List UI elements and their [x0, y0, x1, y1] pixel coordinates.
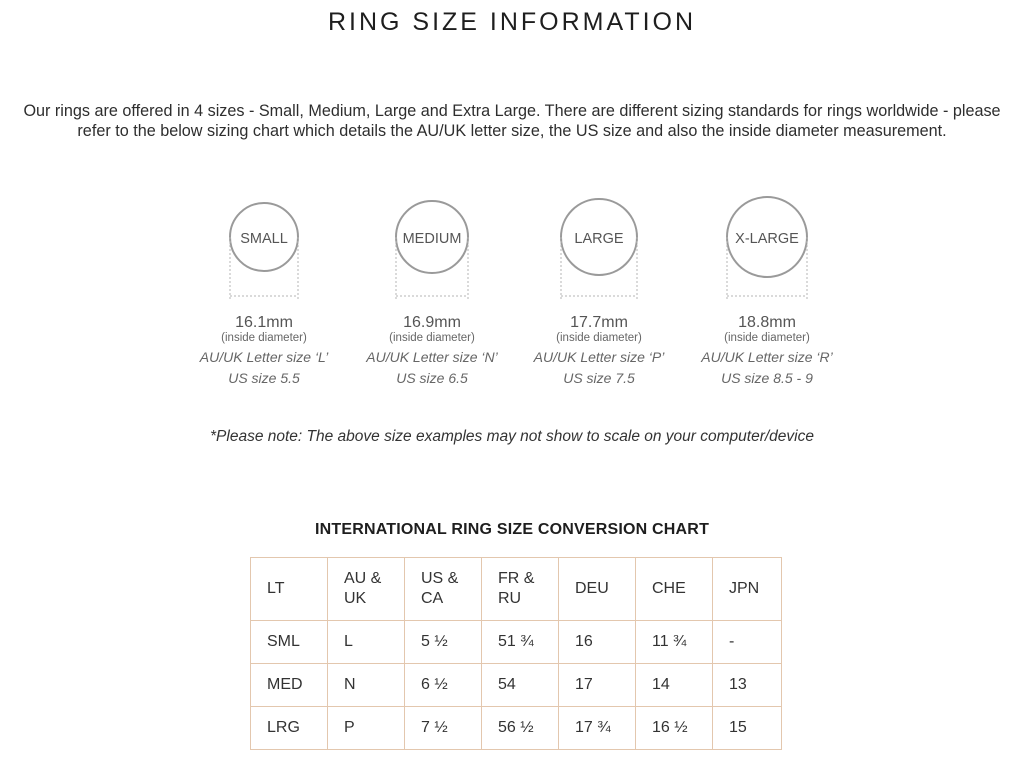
table-cell: 7 ½	[405, 707, 482, 750]
us-size: US size 6.5	[396, 370, 468, 386]
ring-label: MEDIUM	[402, 231, 462, 247]
table-cell: 17	[559, 664, 636, 707]
header-cell-deu: DEU	[559, 558, 636, 621]
header-cell-che: CHE	[636, 558, 713, 621]
ring-large-icon	[514, 196, 684, 306]
table-cell: 17 ¾	[559, 707, 636, 750]
table-row	[251, 707, 782, 750]
inside-diameter-label: (inside diameter)	[221, 332, 307, 344]
table-cell: 15	[713, 707, 782, 750]
table-cell: SML	[251, 621, 328, 664]
table-cell: 5 ½	[405, 621, 482, 664]
diameter: 18.8mm	[738, 314, 796, 331]
inside-diameter-label: (inside diameter)	[724, 332, 810, 344]
header-cell-au-uk: AU & UK	[328, 558, 405, 621]
table-cell: 14	[636, 664, 713, 707]
size-x-large	[682, 196, 852, 388]
diameter: 17.7mm	[570, 314, 628, 331]
size-small	[179, 196, 349, 388]
diameter: 16.9mm	[403, 314, 461, 331]
table-cell: MED	[251, 664, 328, 707]
au-uk-letter-size: AU/UK Letter size ‘R’	[701, 349, 833, 365]
us-size: US size 7.5	[563, 370, 635, 386]
page-title: RING SIZE INFORMATION	[327, 8, 697, 36]
table-cell: 13	[713, 664, 782, 707]
table-cell: 16	[559, 621, 636, 664]
table-cell: -	[713, 621, 782, 664]
size-large	[514, 196, 684, 388]
intro-line-2: refer to the below sizing chart which details the AU/UK letter size, the US size and also the inside diameter measurement.	[77, 122, 947, 140]
ring-medium-icon	[347, 196, 517, 306]
au-uk-letter-size: AU/UK Letter size ‘P’	[533, 349, 665, 365]
table-cell: LRG	[251, 707, 328, 750]
inside-diameter-label: (inside diameter)	[556, 332, 642, 344]
us-size: US size 8.5 - 9	[721, 370, 813, 386]
conversion-table	[250, 557, 782, 750]
table-cell: L	[328, 621, 405, 664]
header-cell-lt: LT	[251, 558, 328, 621]
table-cell: 51 ¾	[482, 621, 559, 664]
size-medium	[347, 196, 517, 388]
table-cell: 54	[482, 664, 559, 707]
ring-x-large-icon	[682, 196, 852, 306]
ring-label: X-LARGE	[735, 231, 799, 247]
intro-text	[4, 101, 1020, 141]
ring-label: SMALL	[240, 231, 288, 247]
table-cell: 6 ½	[405, 664, 482, 707]
us-size: US size 5.5	[228, 370, 300, 386]
inside-diameter-label: (inside diameter)	[389, 332, 475, 344]
table-cell: 56 ½	[482, 707, 559, 750]
table-cell: P	[328, 707, 405, 750]
au-uk-letter-size: AU/UK Letter size ‘N’	[366, 349, 498, 365]
header-cell-jpn: JPN	[713, 558, 782, 621]
table-cell: N	[328, 664, 405, 707]
table-cell: 11 ¾	[636, 621, 713, 664]
conversion-chart-title: INTERNATIONAL RING SIZE CONVERSION CHART	[314, 521, 710, 538]
intro-line-1: Our rings are offered in 4 sizes - Small, Medium, Large and Extra Large. There are different sizing standards for rings worldwide - please	[23, 102, 1001, 120]
table-cell: 16 ½	[636, 707, 713, 750]
header-cell-fr-ru: FR & RU	[482, 558, 559, 621]
table-header-row	[251, 558, 782, 621]
header-cell-us-ca: US & CA	[405, 558, 482, 621]
table-row	[251, 664, 782, 707]
ring-label: LARGE	[574, 231, 624, 247]
diameter: 16.1mm	[235, 314, 293, 331]
table-row	[251, 621, 782, 664]
scale-note: *Please note: The above size examples may not show to scale on your computer/device	[210, 428, 814, 445]
ring-small-icon	[179, 196, 349, 306]
au-uk-letter-size: AU/UK Letter size ‘L’	[199, 349, 329, 365]
